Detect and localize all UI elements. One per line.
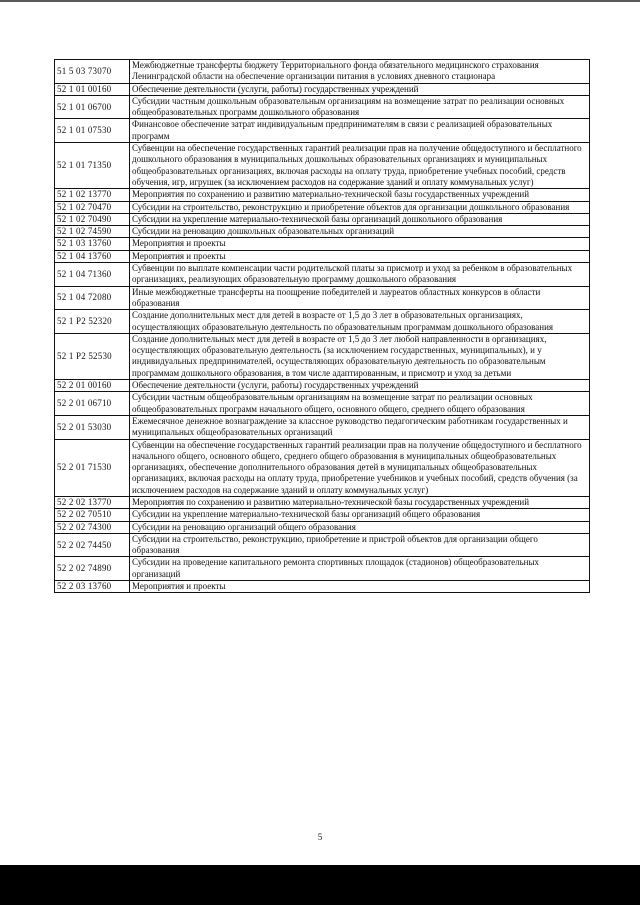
code-cell: 52 2 01 53030 <box>55 415 130 439</box>
code-cell: 52 1 P2 52530 <box>55 333 130 379</box>
table-row <box>55 439 590 496</box>
description-cell: Мероприятия и проекты <box>130 581 590 593</box>
description-cell: Субсидии частным общеобразовательным организациям на возмещение затрат по реализации основных общеобразовательных программ начального общего, основного общего, среднего общего образования <box>130 392 590 416</box>
description-cell: Субвенции на обеспечение государственных гарантий реализации прав на получение общедоступного и бесплатного начального общего, основного общего, среднего общего образования в муниципальных общеобразовательных организациях, обеспечение дополнительного образования детей в муниципальных общеобразовательных организациях, включая расходы на оплату труда, приобретение учебников и учебных пособий, средств обучения (за исключением расходов на содержание зданий и оплату коммунальных услуг) <box>130 439 590 496</box>
table-row <box>55 143 590 189</box>
code-cell: 52 1 04 13760 <box>55 250 130 262</box>
description-cell: Межбюджетные трансферты бюджету Территориального фонда обязательного медицинского страхования Ленинградской области на обеспечение организации питания в условиях дневного стационара <box>130 60 590 84</box>
code-cell: 52 2 03 13760 <box>55 581 130 593</box>
code-cell: 52 1 04 72080 <box>55 286 130 310</box>
description-cell: Мероприятия по сохранению и развитию материально-технической базы государственных учреждений <box>130 496 590 508</box>
table-row <box>55 557 590 581</box>
description-cell: Иные межбюджетные трансферты на поощрение победителей и лауреатов областных конкурсов в области образования <box>130 286 590 310</box>
description-cell: Субсидии на укрепление материально-технической базы организаций общего образования <box>130 509 590 521</box>
code-cell: 52 2 02 70510 <box>55 509 130 521</box>
page-number: 5 <box>317 832 323 842</box>
code-cell: 52 1 02 70470 <box>55 201 130 213</box>
table-row <box>55 333 590 379</box>
description-cell: Создание дополнительных мест для детей в возрасте от 1,5 до 3 лет любой направленности в организациях, осуществляющих образовательную деятельность (за исключением государственных, муниципальных), и у индивидуальных предпринимателей, осуществляющих образовательную деятельность по образовательным программам дошкольного образования, в том числе адаптированным, и присмотр и уход за детьми <box>130 333 590 379</box>
table-row <box>55 238 590 250</box>
table-row <box>55 380 590 392</box>
code-cell: 52 1 01 06700 <box>55 95 130 119</box>
code-cell: 52 2 02 13770 <box>55 496 130 508</box>
code-cell: 52 1 02 74590 <box>55 226 130 238</box>
description-cell: Создание дополнительных мест для детей в возрасте от 1,5 до 3 лет в образовательных организациях, осуществляющих образовательную деятельность по образовательным программам дошкольного образования <box>130 310 590 334</box>
description-cell: Мероприятия и проекты <box>130 238 590 250</box>
code-cell: 52 1 01 71350 <box>55 143 130 189</box>
code-cell: 52 2 02 74300 <box>55 521 130 533</box>
code-cell: 52 2 01 71530 <box>55 439 130 496</box>
description-cell: Обеспечение деятельности (услуги, работы) государственных учреждений <box>130 380 590 392</box>
table-row <box>55 286 590 310</box>
description-cell: Субсидии на строительство, реконструкцию и приобретение объектов для организации дошкольного образования <box>130 201 590 213</box>
code-cell: 52 2 01 00160 <box>55 380 130 392</box>
description-cell: Субсидии на строительство, реконструкцию, приобретение и пристрой объектов для организации общего образования <box>130 533 590 557</box>
table-row <box>55 581 590 593</box>
code-cell: 52 1 02 70490 <box>55 213 130 225</box>
table-row <box>55 263 590 287</box>
description-cell: Обеспечение деятельности (услуги, работы) государственных учреждений <box>130 83 590 95</box>
table-row <box>55 213 590 225</box>
description-cell: Мероприятия по сохранению и развитию материально-технической базы государственных учреждений <box>130 189 590 201</box>
code-cell: 52 1 01 00160 <box>55 83 130 95</box>
description-cell: Ежемесячное денежное вознаграждение за классное руководство педагогическим работникам государственных и муниципальных общеобразовательных организаций <box>130 415 590 439</box>
table-row <box>55 392 590 416</box>
description-cell: Субсидии на реновацию дошкольных образовательных организаций <box>130 226 590 238</box>
table-row <box>55 521 590 533</box>
table-row <box>55 83 590 95</box>
code-cell: 52 1 04 71360 <box>55 263 130 287</box>
description-cell: Субсидии частным дошкольным образовательным организациям на возмещение затрат по реализации основных общеобразовательных программ дошкольного образования <box>130 95 590 119</box>
table-row <box>55 509 590 521</box>
code-cell: 52 2 01 06710 <box>55 392 130 416</box>
description-cell: Субвенции на обеспечение государственных гарантий реализации прав на получение общедоступного и бесплатного дошкольного образования в муниципальных дошкольных образовательных организациях и муниципальных общеобразовательных организациях, включая расходы на оплату труда, приобретение учебных пособий, средств обучения, игр, игрушек (за исключением расходов на содержание зданий и оплату коммунальных услуг) <box>130 143 590 189</box>
table-row <box>55 533 590 557</box>
scan-bottom-bar <box>0 865 640 905</box>
table-row <box>55 189 590 201</box>
code-cell: 52 1 01 07530 <box>55 119 130 143</box>
description-cell: Финансовое обеспечение затрат индивидуальным предпринимателям в связи с реализацией образовательных программ <box>130 119 590 143</box>
table-row <box>55 95 590 119</box>
table-row <box>55 310 590 334</box>
code-cell: 52 1 P2 52320 <box>55 310 130 334</box>
table-row <box>55 415 590 439</box>
table-row <box>55 201 590 213</box>
description-cell: Субсидии на проведение капитального ремонта спортивных площадок (стадионов) общеобразовательных организаций <box>130 557 590 581</box>
description-cell: Субсидии на укрепление материально-технической базы организаций дошкольного образования <box>130 213 590 225</box>
table-row <box>55 226 590 238</box>
code-cell: 52 2 02 74450 <box>55 533 130 557</box>
description-cell: Субвенции по выплате компенсации части родительской платы за присмотр и уход за ребенком в образовательных организациях, реализующих образовательную программу дошкольного образования <box>130 263 590 287</box>
table-row <box>55 119 590 143</box>
code-cell: 52 1 02 13770 <box>55 189 130 201</box>
table-row <box>55 250 590 262</box>
table-row <box>55 60 590 84</box>
code-cell: 52 1 03 13760 <box>55 238 130 250</box>
description-cell: Субсидии на реновацию организаций общего образования <box>130 521 590 533</box>
code-cell: 51 5 03 73070 <box>55 60 130 84</box>
code-cell: 52 2 02 74890 <box>55 557 130 581</box>
budget-codes-table <box>54 59 590 593</box>
table-row <box>55 496 590 508</box>
description-cell: Мероприятия и проекты <box>130 250 590 262</box>
scan-top-border <box>0 0 640 2</box>
